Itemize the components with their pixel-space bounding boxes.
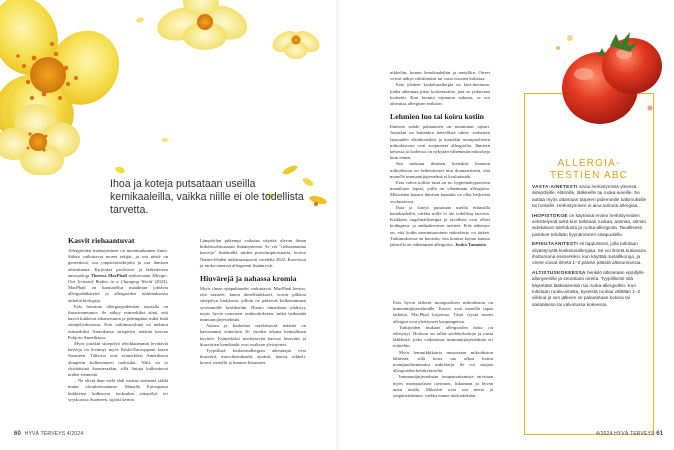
heading-hiusvarit: Hiuvärejä ja nahassa kromia xyxy=(200,274,297,284)
sidebar-title: ALLERGIA- TESTIEN ABC xyxy=(549,158,629,181)
paragraph: Myös joitakin siitepölyä tehokkaammin levittäviä kasveja on levinnyt myös Keski-Eurooppaan kuten Suomeen. Tällaisia ovat esimerkiksi Amerikassa alunperin kulkeutuneet tuoksukit. Niitä on jo yksittäisinä Suomessakin, sillä lintuja kulkeutuvat niiden siemeniä. xyxy=(68,341,168,378)
heading-lehmien: Lehmien luo tai koiru kotiin xyxy=(390,112,485,122)
sidebar-item: VASTA-AINETESTI arvioi herkistymistä yleensä siitepölyille, eläimille, lääkkeille tai ruoka-aineille. Se auttaa myös ottamaan tarpeen pidemmille tutkimuksille tai hoitoille. Herkistyminen ei aina tarkoita allergiaa. xyxy=(532,184,647,208)
paragraph: Eräs hyvin tärkeää monipuolisen mikrobiston on immuunijärjestelmälle. Kasvit ovat monella tapaa tärkeitä, MacPhail kirjoittaa. Tästä syystä monet allergiat ovat yleistyneet kaupungeissa. xyxy=(393,300,493,324)
paragraph: Ihmisen suhde puhtauteen on muuttunut rajusti. Joistakin on kuitenkin tieteellistä tukea: varhaisen lapsuuden eläinkontaktit ja kontaktit monipuoliseen mikrobistoon ovat suojanneet allergioilta. Ihmisen kehossa ja kodeissa on nykyään vähemmän mikrobeja kuin ennen. xyxy=(390,124,490,161)
left-page-number: 60 HYVÄ TERVEYS 4/2024 xyxy=(14,431,84,437)
pull-quote: Ihoa ja koteja putsataan useilla kemikaaleilla, vaikka niille ei ole todellista tarvetta. xyxy=(110,178,304,216)
red-fruit-photo xyxy=(540,18,674,130)
paragraph: Tyypillisiä kosketusallergian aiheuttajia ovat hiusvärit, muovikemikaalit, epoksit, hartsit, nikkeli, kromi, metallit ja kumien lisäaineet. xyxy=(200,348,306,366)
paragraph: Ihoa ja koteja putsataan useilla erilaisilla kemikaaleilla, vaikka niille ei ole todellista tarvetta. Kaikkien ongelmallisimpia ja tavallisia ovat olleet kodinpesu- ja antibakteeriset tuotteet. Eräs näkemys on, että kodin monimuotoinen mikrobisto on tärkeä. Tutkimuksessa on havaittu, että kotinsa koiran kanssa jakavilla on vähemmän allergioita. Jouko Tuomisto xyxy=(390,204,490,248)
paragraph: Immuunijärjestelmän tasapainottamista tarvitaan myös monipuolisen ravinnon, liikunnan ja hyvän unen avulla. Mikrobit ovat osa meitä ja ympäristöämme, vaikka emme niitä näekään. xyxy=(393,374,493,399)
sidebar-item: EPIKUTAANITESTI eli lappustesti, jolla tutkitaan viivästynyttä kosketusallergiaa. Se voi ilmetä kutiavana ihottumana esimerkiksi, kun käyttää metallikoruja, ja oireet voivat ilmetä 1–2 päivän päästä altistumisesta. xyxy=(532,241,646,266)
paragraph: Eräs havainto allergiaepidemian taustalla on ilmastonmuutos. Se näkyy esimerkiksi siinä, että kasvit kukkivat aikaisemmin ja pidempään, mikä lisää siitepölyaltistusta. Eräs tutkimusryhmä on tutkinut esimerkiksi Amerikassa siitepölyn määrän kasvua Pohjois-Amerikassa. xyxy=(68,303,168,340)
yellow-flowers-photo xyxy=(0,0,336,175)
spine-gutter xyxy=(336,0,339,450)
sidebar-body xyxy=(532,184,647,311)
right-column-1 xyxy=(390,70,490,248)
paragraph: nikkeliin, kumin kemikaaleihin ja metalliin. Oireet voivat näkyä välittömästi tai vasta vuosien kuluttua. xyxy=(390,70,490,82)
right-page-number: 4/2024 HYVÄ TERVEYS 61 xyxy=(596,431,664,437)
right-column-2 xyxy=(393,300,493,399)
paragraph: Eräs yleinen kosketusallergia on käsi-ihottuma, jonka aiheuttaa jokin kosketusaine, jota on jatkuvasti koskettu. Kun kromia vapautuu nahasta, se voi aiheuttaa allergisen reaktion. xyxy=(390,82,490,107)
heading-kasvit: Kasvit riehaantuvat xyxy=(68,236,135,245)
paragraph: Tutkijoiden mukaan allergioiden hoito on edistynyt. Hoitoon on tullut siedätyshoitoja ja uusia lääkkeitä, jotka vaikuttavat immuunijärjestelmän eri reitteihin. xyxy=(393,324,493,349)
paragraph: Eräs vahva todiste tästä on ns. hygieniahypoteesin maatilojen lapset, joilla on vähemmän allergioita. Mikrobien kanssa ihmisen kontakti on ollut keskeistä evoluutiossa. xyxy=(390,180,490,204)
paragraph: Myös lemmikkikoiria muistetaan mikrobiston lähteenä, sillä koira tuo ulkoa kotiin monipuolisemmaksi mikrobeja. Se voi suojata allergioiden kehittymiseltä. xyxy=(393,349,493,374)
paragraph: Sen mukaan ihmisen kontaktit luonnon mikrobiston on heikentyneet niin dramaattisesti, että monelle immuunijärjestelmä ei kouluttaudu. xyxy=(390,161,490,179)
sidebar-item: IHOPISTOKOE on käytössä eniten herkistyneiden selvittelyssä sekä kun tutkitaan ruokaa, astmaa, silmän sidekalvon tulehdusta ja ruoka-allergioita. Tavallisesti pistokoe tehdään kyynärvarren sisäpuolelle. xyxy=(532,212,647,237)
left-column-1 xyxy=(68,236,168,403)
paragraph: Myös ilman epäpuhtaudet vaikuttavat. MacPhail kertoo, että saasteet, kuten dieselhiukkaset, voivat pilkkoa siitepölyn hiukkasia, jolloin ne pääsevät kulkeutumaan syvemmälle keuhkoihin. Huono ilmanlaatu yhdistyy myös hyvin nousseen sauhuottokseen, mikä heikentää immuunijärjestelmää. xyxy=(200,286,306,323)
paragraph: Allergioiden lisääntyminen on monimutkainen ilmiö. Siihen vaikuttavat monet tekijät, ja osa niistä on geneettisiä, osa ympäristötekijöitä ja osa ihmisen aiheuttamia. Kirjoittaa professori ja lääketieteen antropologi Theresa MacPhail teoksessaan Allergic: Our Irritated Bodies in a Changing World (2023). MacPhail on haastatellut maailman johtavia allergialääkäreitä ja allergioiden tutkimuksessa tärkeitä biologeja. xyxy=(68,248,168,303)
left-column-2 xyxy=(200,238,306,367)
sidebar-item: ALTISTUSKOKEESSA henkilö altistetaan epäillylle allergeenille ja seurataan oireita. Tyypillisesti sitä käytetään lääkeaineisiin tai ruoka-allergioihin. Kun tutkitaan ruoka-aineita, kyseistä ruokaa välttään 1–2 viikkoa ja sen jälkeen se palautetaan kotona tai sairaalassa tai valvotussa kokeessa. xyxy=(532,270,644,307)
paragraph: Asiaan ja koskettaa merkitsevää määrää on kasvattanut viimeisen 20 vuoden aikana kemiallinen käyttöö. Esimerkiksi merkitsevää kasvua hiusvärit ja hiusvärien kemikaalit ovat osaltaan yleistyneet. xyxy=(200,323,306,347)
paragraph: Lämpötilan pitkempi vaikutus näyttää olevan ilman biihdiosolskussaan lisääntyneenä. Se voi "riehaannuttaa kasveja" lisäämällä niiden proteiinipitoisuutta, kertoo Nature-lehden tutkimusraportti vuodelta 2022. Kasveissa ja ruoka-aineissa allergeenit lisääntyvät. xyxy=(200,238,306,268)
paragraph: – Ne elivät ihan vielä ehdi tuottaa siemeniä täällä mutta olosuhteissamme. Muualla Euroopassa kukkivien kulkeuvat tuoksukin siitepölyä eri syyskuussa Suomeen, sijaitsi kertoo. xyxy=(68,378,168,402)
